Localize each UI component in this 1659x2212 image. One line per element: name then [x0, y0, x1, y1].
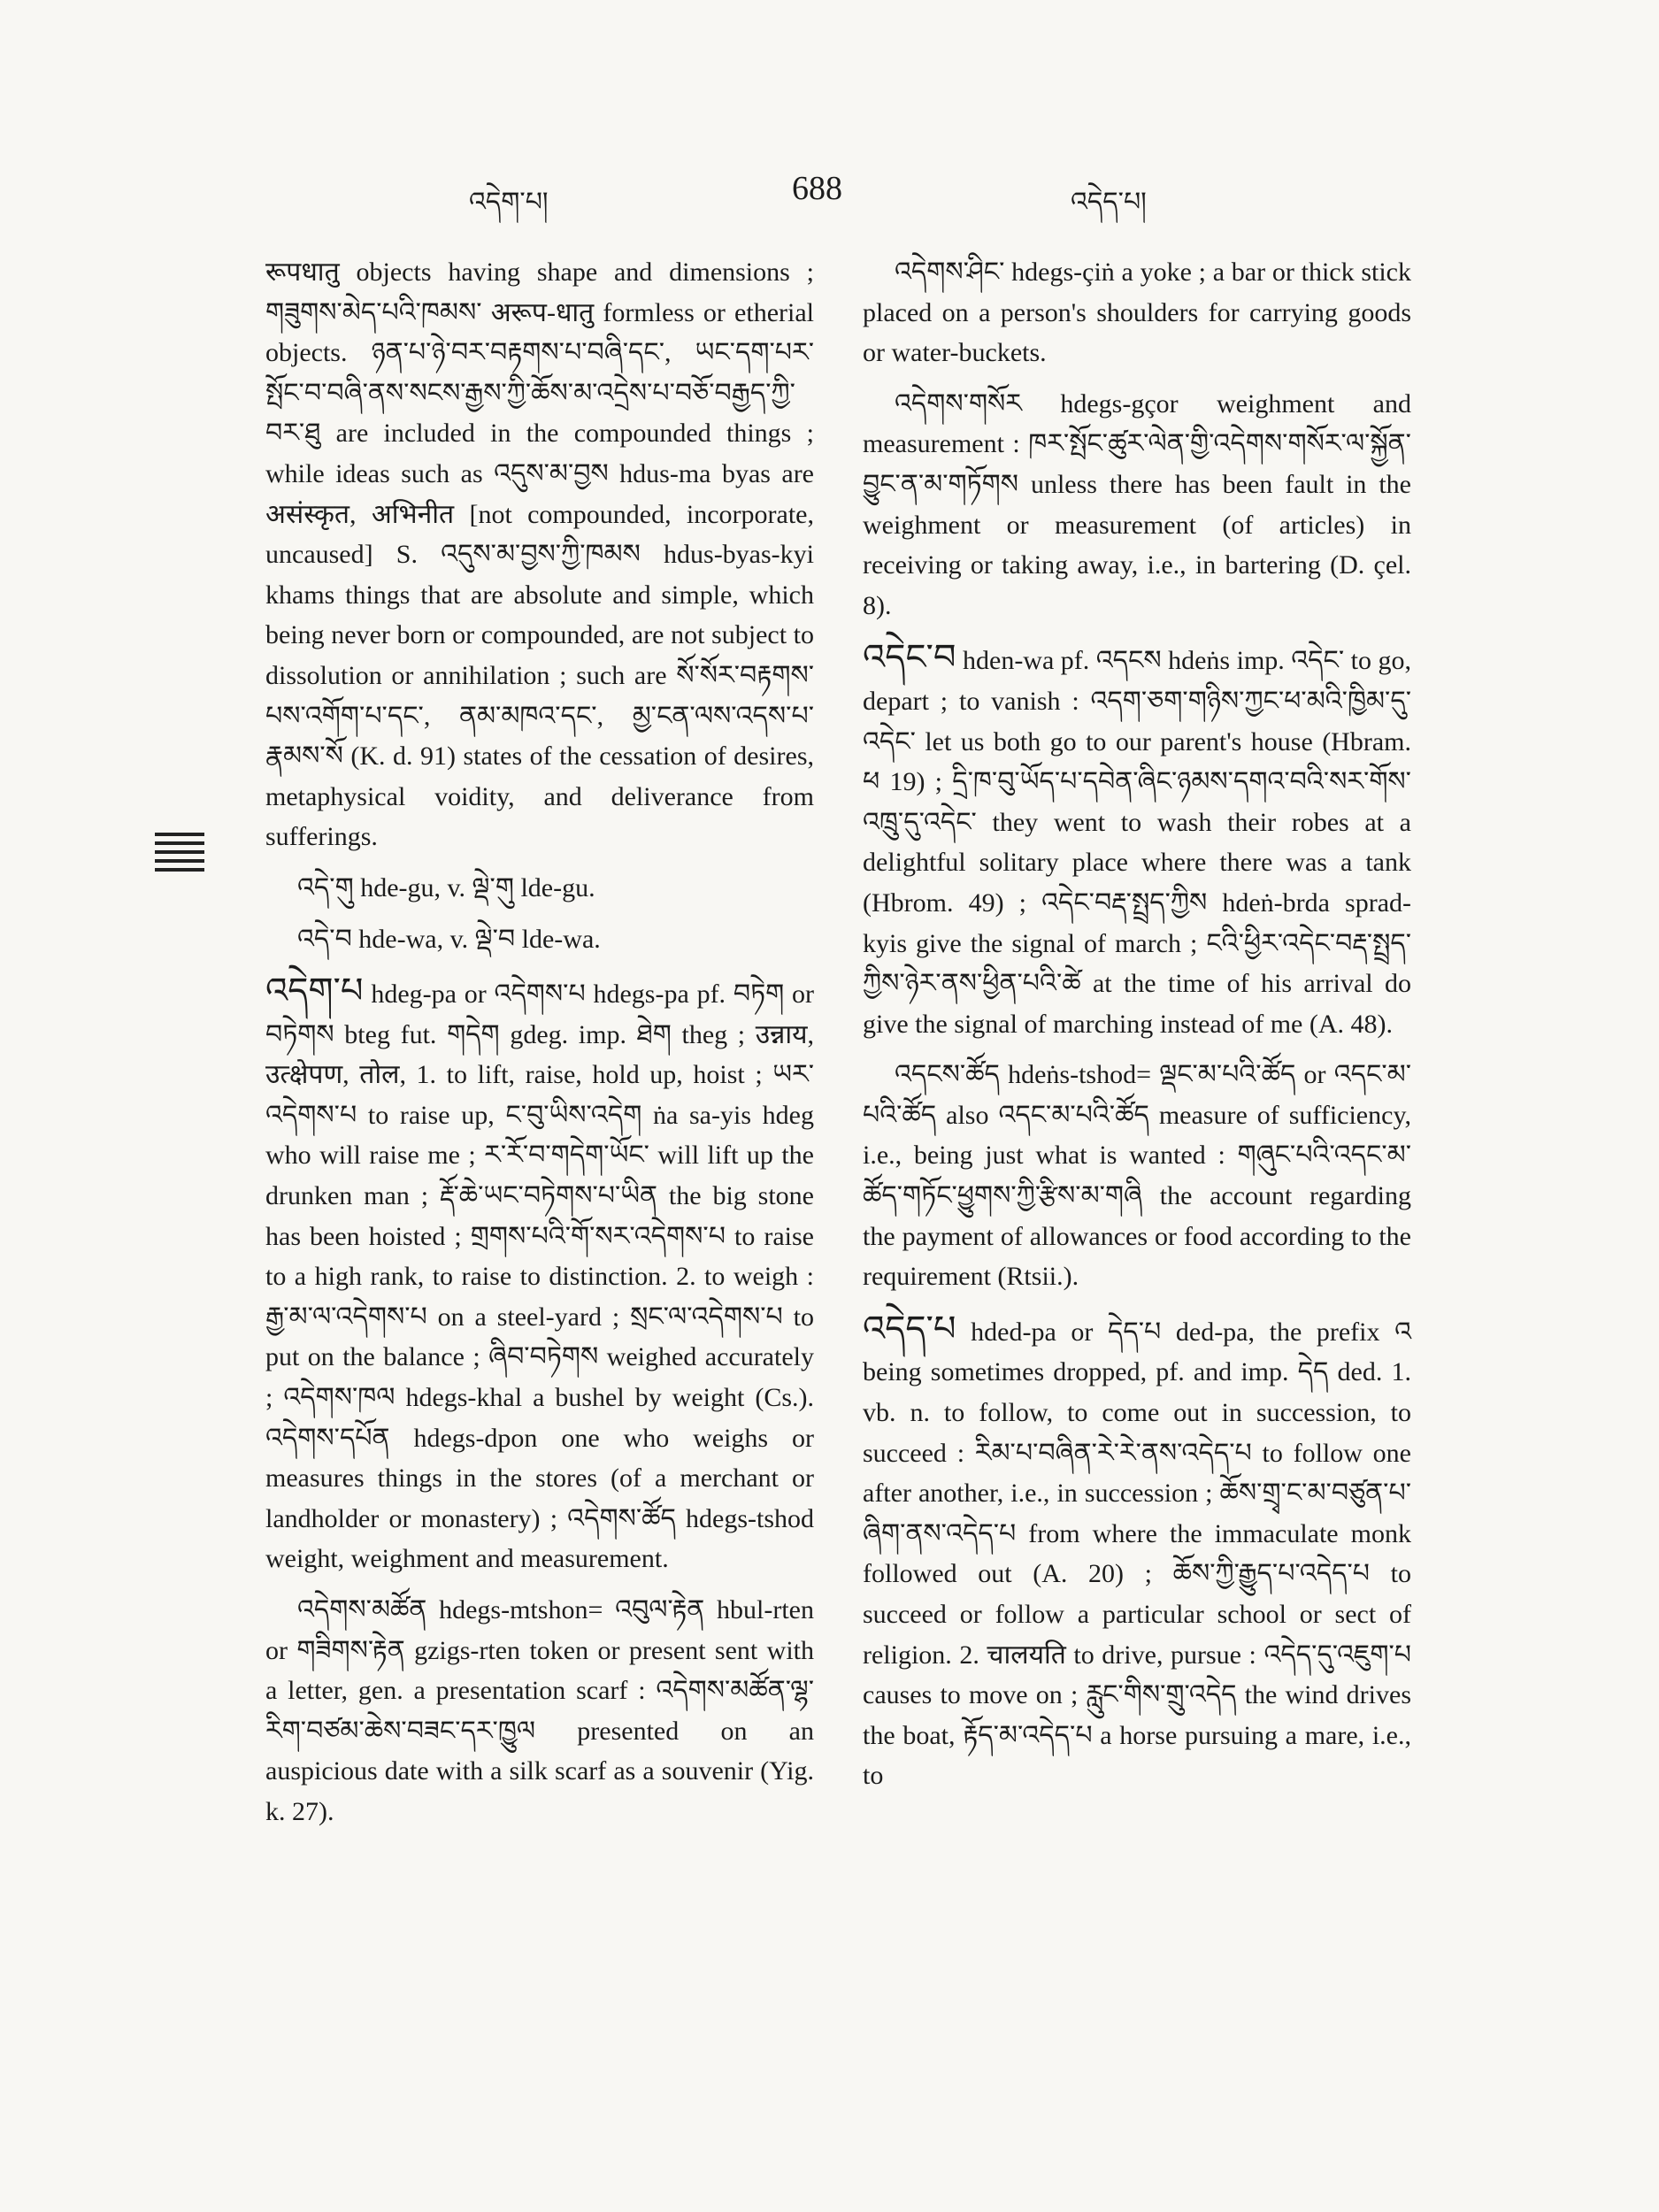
right-column	[863, 252, 1411, 1807]
entry-paragraph: འདེགས་གསོར hdegs-gçor weighment and measurement : ཁར་སྤོང་ཚུར་ལེན་གྱི་འདེགས་གསོར་ལ་སྐྱོན་བྱུང་ན་མ་གཏོགས unless there has been fault in the weighment or measurement (of articles) in receiving or taking away, i.e., in bartering (D. çel. 8).	[863, 388, 1411, 620]
entry-paragraph: रूपधातु objects having shape and dimensions ; གཟུགས་མེད་པའི་ཁམས་ अरूप-धातु formless or etherial objects. ཉན་པ་ཉེ་བར་བརྟགས་པ་བཞི་དང་, ཡང་དག་པར་སྤོང་བ་བཞི་ནས་སངས་རྒྱས་ཀྱི་ཆོས་མ་འདྲེས་པ་བཅོ་བརྒྱད་ཀྱི་བར་ཐུ are included in the compounded things ; while ideas such as འདུས་མ་བྱས hdus-ma byas are असंस्कृत, अभिनीत [not compounded, incorporate, uncaused] S. འདུས་མ་བྱས་ཀྱི་ཁམས hdus-byas-kyi khams things that are absolute and simple, which being never born or compounded, are not subject to dissolution or annihilation ; such are སོ་སོར་བརྟགས་པས་འགོག་པ་དང་, ནམ་མཁའ་དང་, མྱ་ངན་ལས་འདས་པ་རྣམས་སོ (K. d. 91) states of the cessation of desires, metaphysical voidity, and deliverance from sufferings.	[265, 257, 814, 852]
entry-paragraph: འདེགས་མཚོན hdegs-mtshon= འབུལ་རྟེན hbul-rten or གཟིགས་རྟེན gzigs-rten token or present sent with a letter, gen. a presentation scarf : འདེགས་མཚོན་ལྷ་རིག་བཙམ་ཆེས་བཟང་དར་ཁྱུལ presented on an auspicious date with a silk scarf as a souvenir (Yig. k. 27).	[265, 1595, 814, 1826]
page-number: 688	[792, 170, 842, 207]
entry-paragraph: འདངས་ཚོད hdeṅs-tshod= ལྡང་མ་པའི་ཚོད or འདང་མ་པའི་ཚོད also འདང་མ་པའི་ཚོད measure of sufficiency, i.e., being just what is wanted : གཞུང་པའི་འདང་མ་ཚོད་གཏོང་ཕྱུགས་ཀྱི་རྩིས་མ་གཞི the account regarding the payment of allowances or food according to the requirement (Rtsii.).	[863, 1060, 1411, 1292]
left-guide-word: འདེག་པ།	[469, 187, 549, 218]
margin-ornament-icon	[155, 827, 204, 891]
entry-body: hdeg-pa or འདེགས་པ hdegs-pa pf. བཏེག or བཏེགས bteg fut. གདེག gdeg. imp. ཐེག theg ; उन्नाय, उत्क्षेपण, तोल, 1. to lift, raise, hold up, hoist ; ཡར་འདེགས་པ to raise up, ང་བུ་ཡིས་འདེག ṅa sa-yis hdeg who will raise me ; ར་རོ་བ་གདེག་ཡོང་ will lift up the drunken man ; རྡོ་ཆེ་ཡང་བཏེགས་པ་ཡིན the big stone has been hoisted ; གྲགས་པའི་གོ་སར་འདེགས་པ to raise to a high rank, to raise to distinction. 2. to weigh : རྒྱ་མ་ལ་འདེགས་པ on a steel-yard ; སྲང་ལ་འདེགས་པ to put on the balance ; ཞིབ་བཏེགས weighed accurately ; འདེགས་ཁལ hdegs-khal a bushel by weight (Cs.). འདེགས་དཔོན hdegs-dpon one who weighs or measures things in the stores (of a merchant or landholder or monastery) ; འདེགས་ཚོད hdegs-tshod weight, weighment and measurement.	[265, 979, 815, 1574]
entry-paragraph	[265, 972, 814, 1579]
entry-paragraph	[863, 1310, 1411, 1796]
left-column	[265, 252, 814, 1843]
entry-headword: འདེང་བ	[863, 637, 956, 679]
entry-headword: འདེད་པ	[863, 1308, 956, 1349]
entry-body: hded-pa or དེད་པ ded-pa, the prefix འ being sometimes dropped, pf. and imp. དེད ded. 1. vb. n. to follow, to come out in succession, to succeed : རིམ་པ་བཞིན་རེ་རེ་ནས་འདེད་པ to follow one after another, i.e., in succession ; ཆོས་གྲྭ་ང་མ་བཙུན་པ་ཞིག་ནས་འདེད་པ from where the immaculate monk followed out (A. 20) ; ཆོས་ཀྱི་རྒྱུད་པ་འདེད་པ to succeed or follow a particular school or sect of religion. 2. चालयति to drive, pursue : འདེད་དུ་འཇུག་པ causes to move on ; རླུང་གིས་གྲུ་འདེད the wind drives the boat, རྟོད་མ་འདེད་པ a horse pursuing a mare, i.e., to	[863, 1317, 1411, 1791]
entry-headword: འདེག་པ	[265, 971, 364, 1012]
right-guide-word: འདེད་པ།	[1071, 187, 1147, 218]
entry-paragraph: འདེགས་ཤིང་ hdegs-çiṅ a yoke ; a bar or thick stick placed on a person's shoulders for carrying goods or water-buckets.	[863, 257, 1411, 368]
entry-body: hden-wa pf. འདངས hdeṅs imp. འདེང་ to go, depart ; to vanish : འདག་ཅག་གཉིས་ཀྱང་ཕ་མའི་ཁྱིམ་དུ་འདེང་ let us both go to our parent's house (Hbram. ཕ 19) ; དྲི་ཁ་བུ་ཡོད་པ་དབེན་ཞིང་ཉམས་དགའ་བའི་སར་གོས་འཁྲུ་དུ་འདེང་ they went to wash their robes at a delightful solitary place where there was a tank (Hbrom. 49) ; འདེང་བརྡ་སྤྲད་ཀྱིས hdeṅ-brda sprad-kyis give the signal of march ; ངའི་ཕྱིར་འདེང་བརྡ་སྤྲད་ཀྱིས་ཉེར་ནས་ཕྱིན་པའི་ཚེ at the time of his arrival do give the signal of marching instead of me (A. 48).	[863, 646, 1412, 1039]
entry-paragraph	[863, 638, 1411, 1044]
page-header	[0, 170, 1659, 226]
entry-paragraph: འདེ་གུ hde-gu, v. ལྡེ་གུ lde-gu.	[297, 872, 595, 902]
entry-paragraph: འདེ་བ hde-wa, v. ལྡེ་བ lde-wa.	[297, 924, 601, 954]
